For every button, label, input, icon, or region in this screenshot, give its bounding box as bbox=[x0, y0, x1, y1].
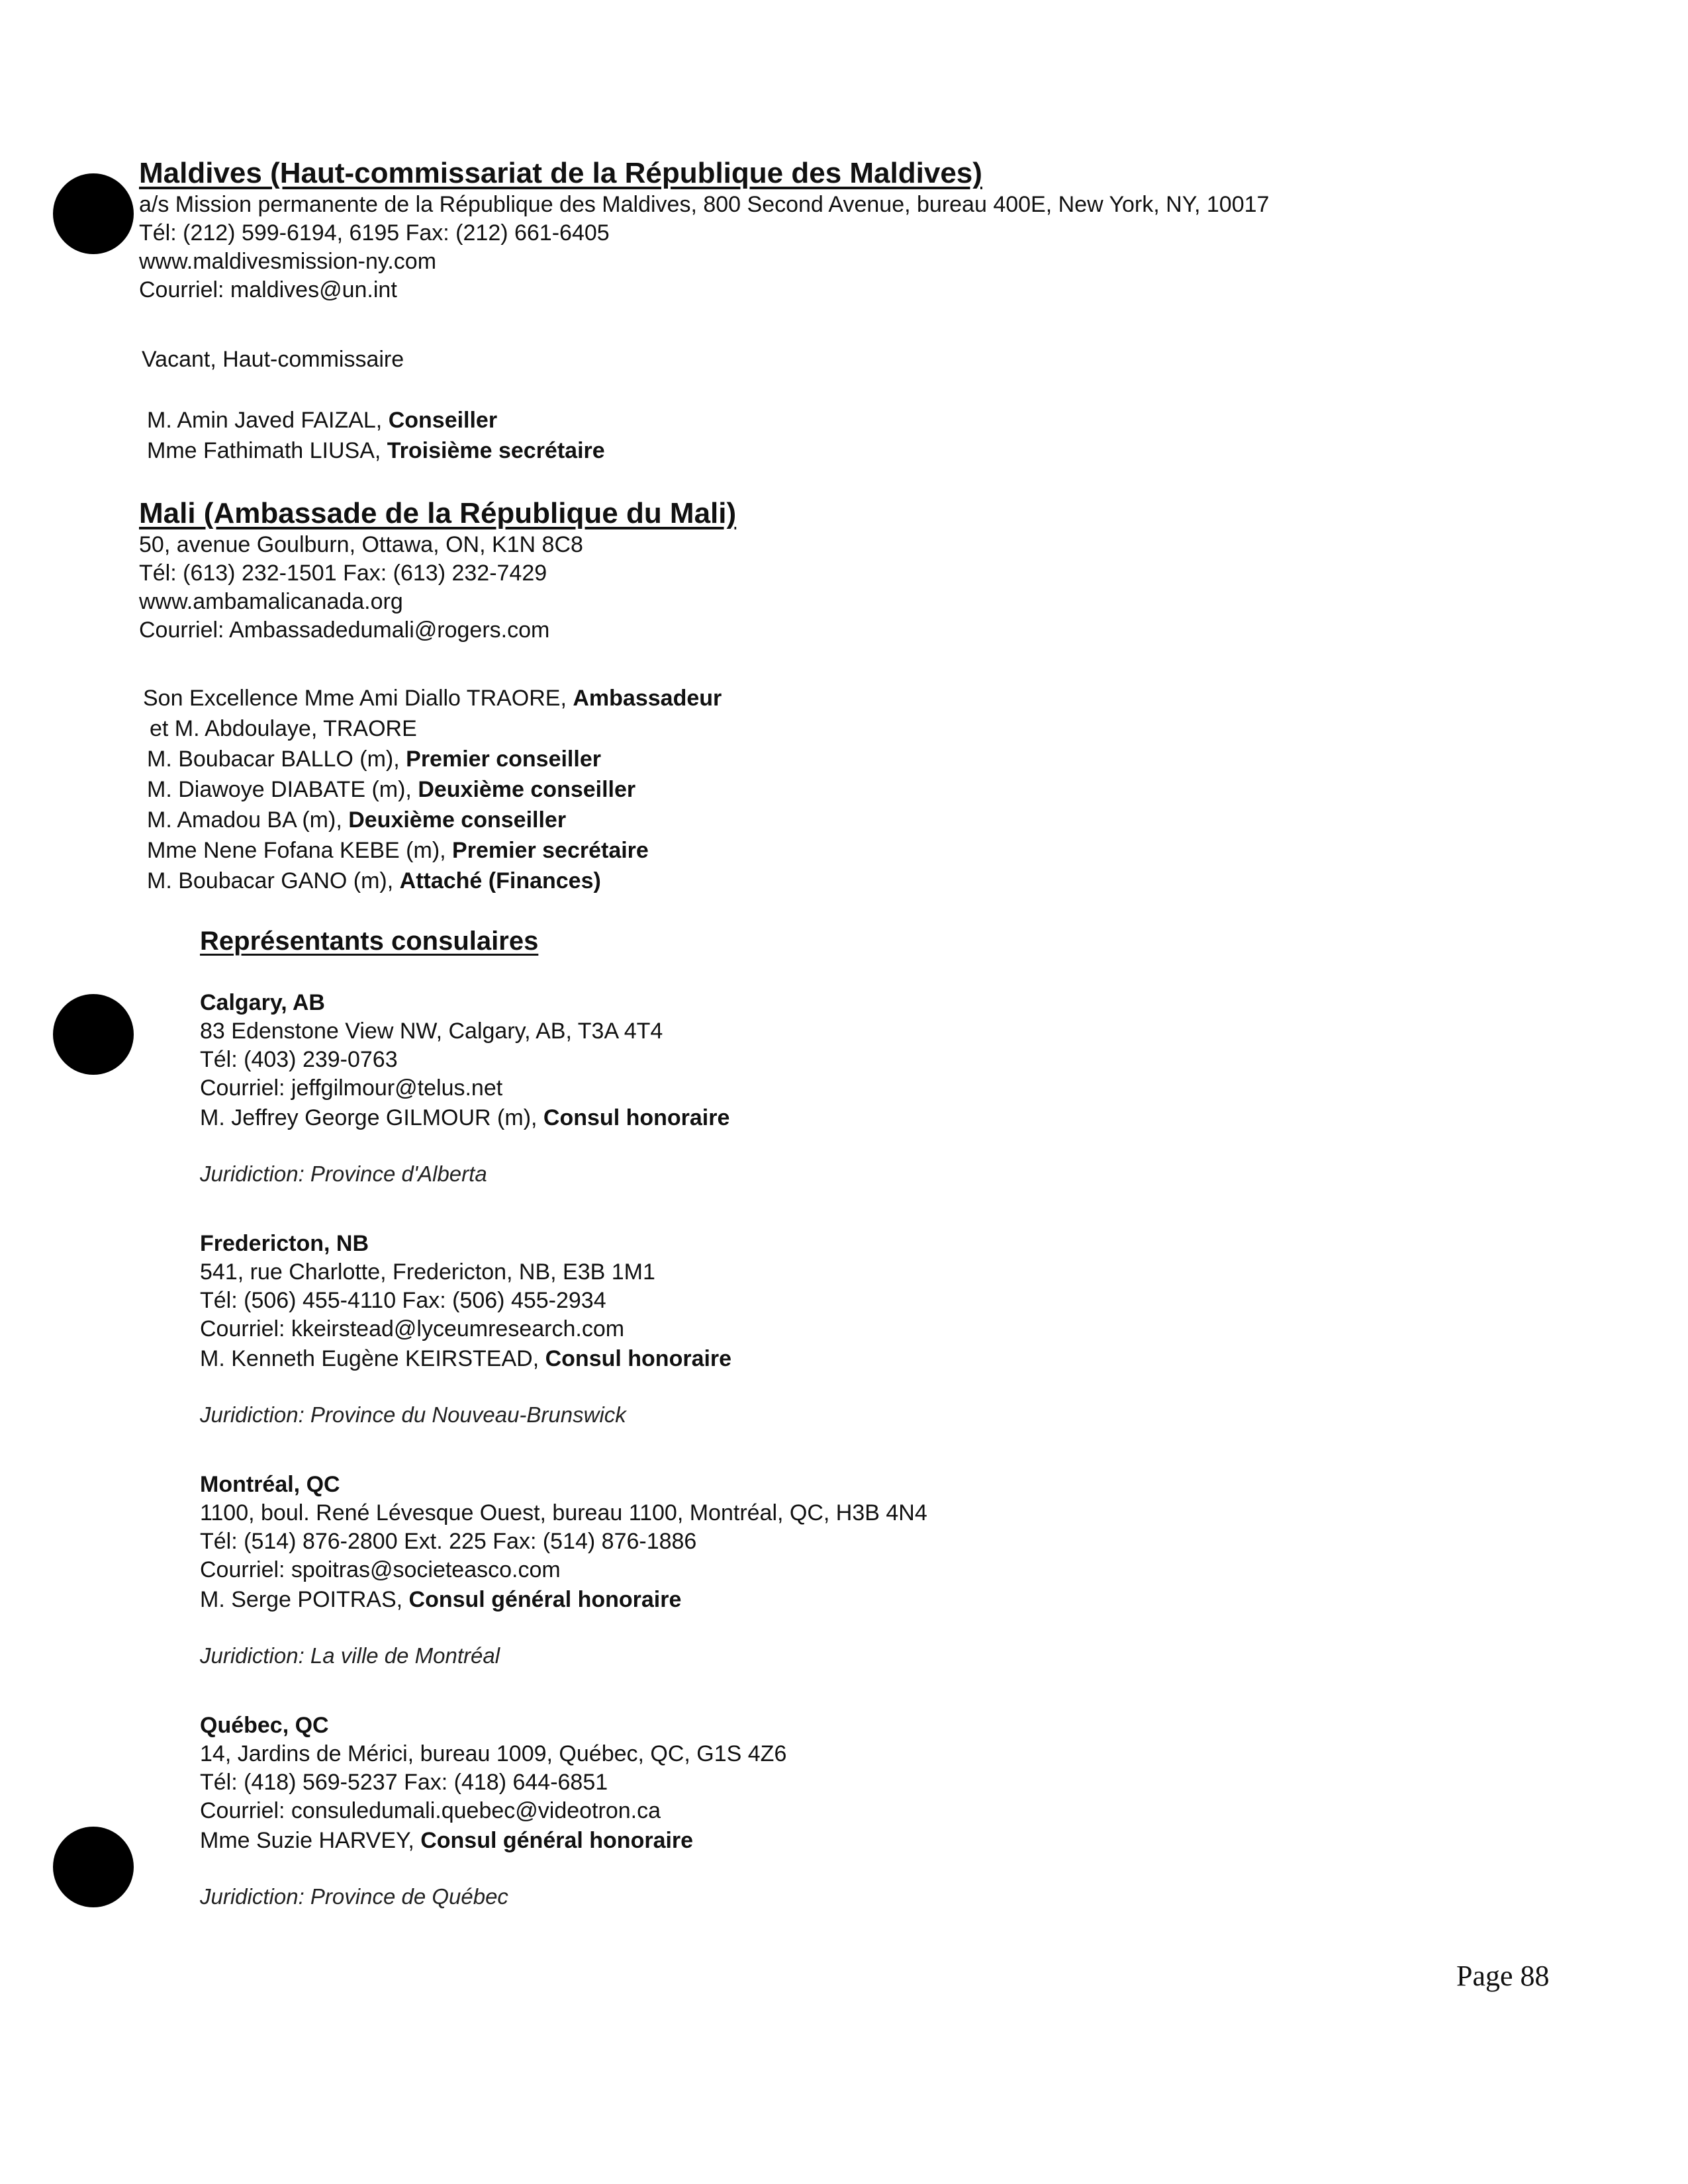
consulate-jurisdiction: Juridiction: La ville de Montréal bbox=[200, 1643, 500, 1668]
staff-title: Deuxième conseiller bbox=[418, 777, 636, 802]
staff-title: Troisième secrétaire bbox=[387, 438, 605, 463]
consulate-phone: Tél: (418) 569-5237 Fax: (418) 644-6851 bbox=[200, 1770, 608, 1795]
consul-title: Consul honoraire bbox=[545, 1346, 732, 1371]
consulate-address: 1100, boul. René Lévesque Ouest, bureau 1100, Montréal, QC, H3B 4N4 bbox=[200, 1500, 927, 1525]
mali-staff-item bbox=[147, 835, 649, 866]
consulate-city: Québec, QC bbox=[200, 1713, 329, 1738]
consulate-address: 83 Edenstone View NW, Calgary, AB, T3A 4T4 bbox=[200, 1019, 663, 1044]
mali-spouse: et M. Abdoulaye, TRAORE bbox=[150, 716, 417, 741]
consulate-city: Calgary, AB bbox=[200, 990, 325, 1015]
mali-staff-item bbox=[147, 805, 649, 835]
maldives-section bbox=[139, 156, 1269, 304]
consul-name: Mme Suzie HARVEY, bbox=[200, 1828, 421, 1853]
maldives-heading: Maldives (Haut-commissariat de la République des Maldives) bbox=[139, 157, 982, 189]
maldives-head-of-mission-text: Vacant, Haut-commissaire bbox=[142, 347, 404, 372]
staff-name: Mme Nene Fofana KEBE (m), bbox=[147, 838, 453, 863]
maldives-head-of-mission bbox=[142, 345, 404, 374]
staff-title: Premier conseiller bbox=[406, 747, 601, 772]
consulate-quebec bbox=[200, 1711, 786, 1911]
mali-staff-item bbox=[147, 866, 649, 896]
mali-address: 50, avenue Goulburn, Ottawa, ON, K1N 8C8 bbox=[139, 532, 583, 557]
maldives-website: www.maldivesmission-ny.com bbox=[139, 249, 437, 274]
consulate-phone: Tél: (506) 455-4110 Fax: (506) 455-2934 bbox=[200, 1288, 606, 1313]
consulate-city: Fredericton, NB bbox=[200, 1231, 369, 1256]
staff-name: M. Amin Javed FAIZAL, bbox=[147, 408, 389, 433]
consulate-phone: Tél: (514) 876-2800 Ext. 225 Fax: (514) 876-1886 bbox=[200, 1529, 697, 1554]
mali-heading: Mali (Ambassade de la République du Mali) bbox=[139, 497, 737, 529]
maldives-address: a/s Mission permanente de la République des Maldives, 800 Second Avenue, bureau 400E, New York, NY, 10017 bbox=[139, 192, 1270, 217]
staff-name: M. Boubacar GANO (m), bbox=[147, 868, 400, 893]
consulate-address: 14, Jardins de Mérici, bureau 1009, Québec, QC, G1S 4Z6 bbox=[200, 1741, 787, 1766]
maldives-email: Courriel: maldives@un.int bbox=[139, 277, 397, 302]
consul-title: Consul général honoraire bbox=[408, 1587, 682, 1612]
mali-ambassador-line bbox=[143, 683, 722, 713]
mali-website: www.ambamalicanada.org bbox=[139, 589, 403, 614]
staff-name: Mme Fathimath LIUSA, bbox=[147, 438, 387, 463]
page-number: Page 88 bbox=[1456, 1960, 1550, 1992]
consulate-person bbox=[200, 1584, 927, 1615]
punch-hole-middle bbox=[53, 994, 134, 1075]
consulate-calgary bbox=[200, 989, 729, 1188]
consulate-jurisdiction: Juridiction: Province du Nouveau-Brunswick bbox=[200, 1402, 626, 1427]
consulate-city: Montréal, QC bbox=[200, 1472, 340, 1497]
staff-title: Conseiller bbox=[388, 408, 498, 433]
ambassador-title: Ambassadeur bbox=[573, 686, 722, 711]
punch-hole-bottom bbox=[53, 1827, 134, 1907]
consul-title: Consul honoraire bbox=[543, 1105, 730, 1130]
staff-name: M. Boubacar BALLO (m), bbox=[147, 747, 406, 772]
consulate-phone: Tél: (403) 239-0763 bbox=[200, 1047, 398, 1072]
consulate-person bbox=[200, 1343, 731, 1374]
staff-title: Deuxième conseiller bbox=[348, 807, 567, 833]
punch-hole-top bbox=[53, 173, 134, 254]
mali-staff-item bbox=[147, 744, 649, 774]
staff-name: M. Amadou BA (m), bbox=[147, 807, 349, 833]
consul-title: Consul général honoraire bbox=[420, 1828, 694, 1853]
mali-staff-list bbox=[147, 744, 649, 896]
consulate-address: 541, rue Charlotte, Fredericton, NB, E3B 1M1 bbox=[200, 1259, 655, 1285]
consul-name: M. Kenneth Eugène KEIRSTEAD, bbox=[200, 1346, 545, 1371]
maldives-staff-item bbox=[147, 405, 605, 435]
consul-name: M. Jeffrey George GILMOUR (m), bbox=[200, 1105, 543, 1130]
consulate-fredericton bbox=[200, 1230, 731, 1429]
consulate-person bbox=[200, 1825, 786, 1856]
staff-title: Attaché (Finances) bbox=[399, 868, 601, 893]
consul-name: M. Serge POITRAS, bbox=[200, 1587, 409, 1612]
consular-heading: Représentants consulaires bbox=[200, 927, 539, 956]
consulate-montreal bbox=[200, 1471, 927, 1670]
mali-section bbox=[139, 496, 736, 645]
consulate-email: Courriel: jeffgilmour@telus.net bbox=[200, 1075, 503, 1101]
mali-staff-item bbox=[147, 774, 649, 805]
consulate-jurisdiction: Juridiction: Province de Québec bbox=[200, 1884, 508, 1909]
consulate-email: Courriel: kkeirstead@lyceumresearch.com bbox=[200, 1316, 625, 1342]
consulate-person bbox=[200, 1103, 729, 1133]
staff-title: Premier secrétaire bbox=[452, 838, 649, 863]
consular-heading-block bbox=[200, 925, 538, 957]
mali-ambassador bbox=[143, 683, 722, 744]
mali-email: Courriel: Ambassadedumali@rogers.com bbox=[139, 617, 550, 643]
consulate-jurisdiction: Juridiction: Province d'Alberta bbox=[200, 1161, 487, 1186]
maldives-phone: Tél: (212) 599-6194, 6195 Fax: (212) 661-6405 bbox=[139, 220, 610, 246]
consulate-email: Courriel: consuledumali.quebec@videotron.ca bbox=[200, 1798, 661, 1823]
maldives-staff-list bbox=[147, 405, 605, 466]
consulate-email: Courriel: spoitras@societeasco.com bbox=[200, 1557, 561, 1582]
mali-phone: Tél: (613) 232-1501 Fax: (613) 232-7429 bbox=[139, 561, 547, 586]
maldives-staff-item bbox=[147, 435, 605, 466]
ambassador-name: Son Excellence Mme Ami Diallo TRAORE, bbox=[143, 686, 573, 711]
staff-name: M. Diawoye DIABATE (m), bbox=[147, 777, 418, 802]
